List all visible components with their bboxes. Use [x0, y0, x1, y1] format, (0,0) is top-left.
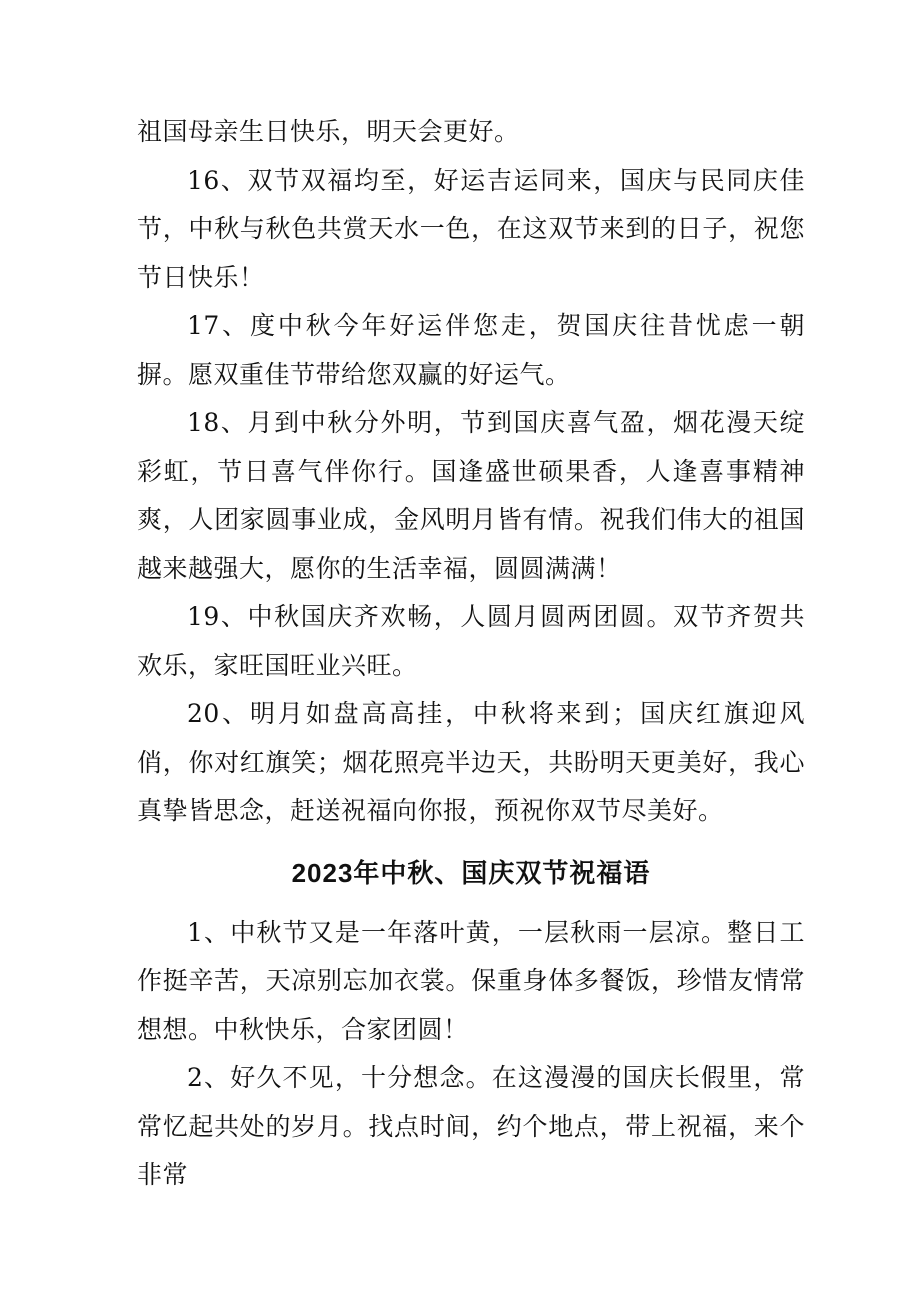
paragraph-20: 20、明月如盘高高挂，中秋将来到；国庆红旗迎风俏，你对红旗笑；烟花照亮半边天，共盼明天更美好，我心真挚皆思念，赶送祝福向你报，预祝你双节尽美好。 [137, 699, 805, 825]
document-body [137, 108, 805, 1200]
paragraph-19: 19、中秋国庆齐欢畅，人圆月圆两团圆。双节齐贺共欢乐，家旺国旺业兴旺。 [137, 602, 805, 680]
paragraph-2: 2、好久不见，十分想念。在这漫漫的国庆长假里，常常忆起共处的岁月。找点时间，约个地点，带上祝福，来个非常 [137, 1063, 805, 1189]
section-heading: 2023年中秋、国庆双节祝福语 [291, 857, 651, 888]
paragraph-15-tail: 祖国母亲生日快乐，明天会更好。 [137, 117, 520, 146]
paragraph-16: 16、双节双福均至，好运吉运同来，国庆与民同庆佳节，中秋与秋色共赏天水一色，在这双节来到的日子，祝您节日快乐！ [137, 165, 805, 292]
paragraph-18: 18、月到中秋分外明，节到国庆喜气盈，烟花漫天绽彩虹，节日喜气伴你行。国逢盛世硕果香，人逢喜事精神爽，人团家圆事业成，金风明月皆有情。祝我们伟大的祖国越来越强大，愿你的生活幸福，圆圆满满！ [137, 408, 805, 583]
paragraph-1: 1、中秋节又是一年落叶黄，一层秋雨一层凉。整日工作挺辛苦，天凉别忘加衣裳。保重身体多餐饭，珍惜友情常想想。中秋快乐，合家团圆！ [137, 917, 805, 1044]
paragraph-17: 17、度中秋今年好运伴您走，贺国庆往昔忧虑一朝摒。愿双重佳节带给您双赢的好运气。 [137, 311, 805, 389]
